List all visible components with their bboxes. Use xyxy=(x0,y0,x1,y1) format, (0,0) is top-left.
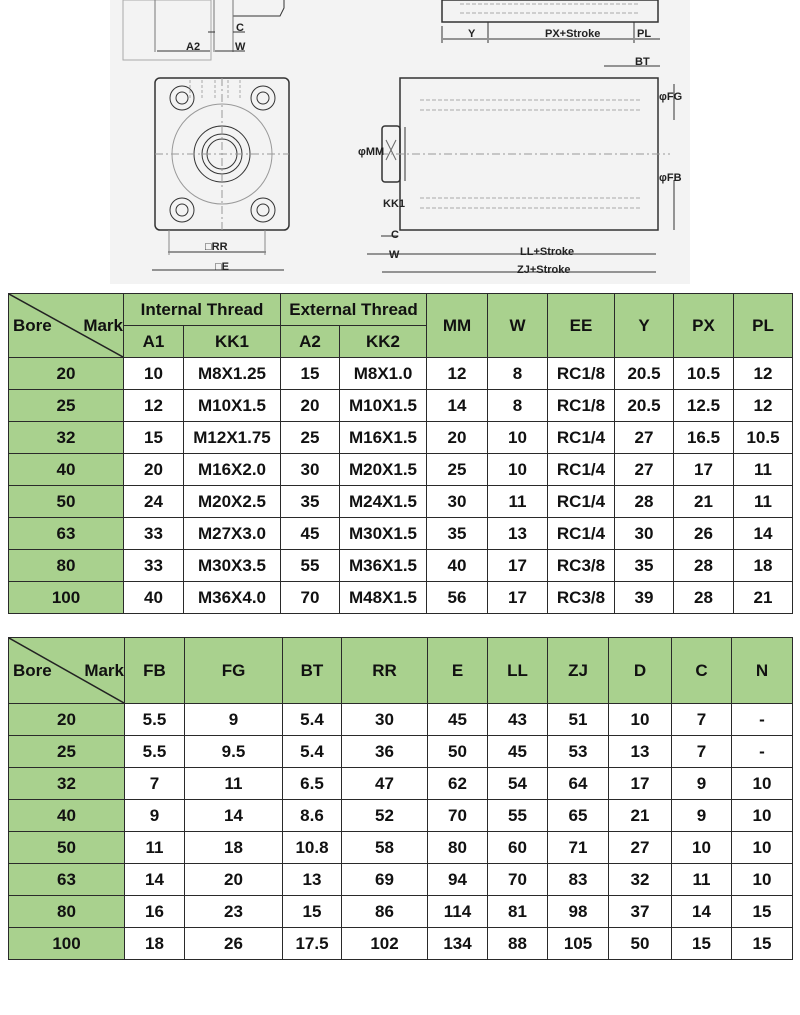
table-row xyxy=(9,518,793,550)
value-cell: 83 xyxy=(548,864,609,896)
thread-dimensions-table xyxy=(8,293,793,614)
value-cell: 20 xyxy=(124,454,184,486)
value-cell: 18 xyxy=(185,832,283,864)
bore-size-cell: 100 xyxy=(9,582,124,614)
value-cell: 17 xyxy=(488,582,548,614)
value-cell: 12.5 xyxy=(674,390,734,422)
value-cell: 12 xyxy=(734,390,793,422)
bore-size-cell: 25 xyxy=(9,736,125,768)
value-cell: 17 xyxy=(488,550,548,582)
value-cell: M36X4.0 xyxy=(184,582,281,614)
value-cell: 27 xyxy=(615,454,674,486)
value-cell: RC1/4 xyxy=(548,486,615,518)
bore-size-cell: 80 xyxy=(9,550,124,582)
value-cell: 56 xyxy=(427,582,488,614)
internal-thread-header: Internal Thread xyxy=(124,294,281,326)
col-header: MM xyxy=(427,294,488,358)
value-cell: 17.5 xyxy=(283,928,342,960)
value-cell: 33 xyxy=(124,518,184,550)
value-cell: M27X3.0 xyxy=(184,518,281,550)
value-cell: 11 xyxy=(125,832,185,864)
value-cell: 20 xyxy=(185,864,283,896)
col-header: D xyxy=(609,638,672,704)
col-header: ZJ xyxy=(548,638,609,704)
value-cell: 20.5 xyxy=(615,390,674,422)
value-cell: 26 xyxy=(674,518,734,550)
col-header: A1 xyxy=(124,326,184,358)
value-cell: 11 xyxy=(734,454,793,486)
value-cell: M10X1.5 xyxy=(184,390,281,422)
bore-size-cell: 50 xyxy=(9,832,125,864)
col-header: C xyxy=(672,638,732,704)
value-cell: 69 xyxy=(342,864,428,896)
bore-size-cell: 63 xyxy=(9,518,124,550)
value-cell: 13 xyxy=(488,518,548,550)
label-pl: PL xyxy=(637,28,652,40)
external-thread-header: External Thread xyxy=(281,294,427,326)
col-header: E xyxy=(428,638,488,704)
value-cell: 15 xyxy=(124,422,184,454)
bore-size-cell: 20 xyxy=(9,358,124,390)
value-cell: 15 xyxy=(281,358,340,390)
bore-size-cell: 40 xyxy=(9,800,125,832)
value-cell: 13 xyxy=(609,736,672,768)
value-cell: 15 xyxy=(672,928,732,960)
value-cell: 25 xyxy=(281,422,340,454)
value-cell: - xyxy=(732,704,793,736)
table-row xyxy=(9,736,793,768)
label-y: Y xyxy=(468,28,476,40)
value-cell: 5.4 xyxy=(283,704,342,736)
table-row xyxy=(9,928,793,960)
value-cell: 32 xyxy=(609,864,672,896)
value-cell: 102 xyxy=(342,928,428,960)
value-cell: RC1/8 xyxy=(548,390,615,422)
value-cell: 10 xyxy=(488,454,548,486)
value-cell: M12X1.75 xyxy=(184,422,281,454)
table-row xyxy=(9,896,793,928)
value-cell: RC3/8 xyxy=(548,582,615,614)
value-cell: 8 xyxy=(488,358,548,390)
value-cell: 12 xyxy=(124,390,184,422)
value-cell: 21 xyxy=(609,800,672,832)
label-px-stroke: PX+Stroke xyxy=(545,28,601,40)
value-cell: 16.5 xyxy=(674,422,734,454)
table-row xyxy=(9,832,793,864)
col-header: FB xyxy=(125,638,185,704)
value-cell: 17 xyxy=(609,768,672,800)
mark-label: Mark xyxy=(84,660,124,680)
value-cell: 25 xyxy=(427,454,488,486)
value-cell: 105 xyxy=(548,928,609,960)
value-cell: 55 xyxy=(281,550,340,582)
value-cell: 36 xyxy=(342,736,428,768)
value-cell: 11 xyxy=(672,864,732,896)
value-cell: 37 xyxy=(609,896,672,928)
label-a2: A2 xyxy=(186,41,201,53)
value-cell: 86 xyxy=(342,896,428,928)
body-dimensions-table xyxy=(8,637,793,960)
bore-size-cell: 63 xyxy=(9,864,125,896)
value-cell: 20 xyxy=(281,390,340,422)
label-bt: BT xyxy=(635,56,650,68)
label-c: C xyxy=(236,22,244,34)
value-cell: 71 xyxy=(548,832,609,864)
value-cell: 18 xyxy=(734,550,793,582)
table-row xyxy=(9,422,793,454)
col-header: KK1 xyxy=(184,326,281,358)
value-cell: 14 xyxy=(734,518,793,550)
label-w: W xyxy=(235,41,246,53)
value-cell: 50 xyxy=(609,928,672,960)
value-cell: 7 xyxy=(672,736,732,768)
value-cell: M36X1.5 xyxy=(340,550,427,582)
value-cell: M24X1.5 xyxy=(340,486,427,518)
table-row xyxy=(9,454,793,486)
value-cell: 5.5 xyxy=(125,736,185,768)
value-cell: 65 xyxy=(548,800,609,832)
col-header: PX xyxy=(674,294,734,358)
value-cell: M20X2.5 xyxy=(184,486,281,518)
label-rr: □RR xyxy=(205,241,228,253)
value-cell: 16 xyxy=(125,896,185,928)
value-cell: 30 xyxy=(427,486,488,518)
value-cell: 80 xyxy=(428,832,488,864)
value-cell: 47 xyxy=(342,768,428,800)
value-cell: 15 xyxy=(283,896,342,928)
value-cell: 60 xyxy=(488,832,548,864)
value-cell: 11 xyxy=(488,486,548,518)
value-cell: 45 xyxy=(428,704,488,736)
value-cell: 12 xyxy=(734,358,793,390)
table-row xyxy=(9,390,793,422)
value-cell: 14 xyxy=(427,390,488,422)
value-cell: RC1/8 xyxy=(548,358,615,390)
bore-size-cell: 25 xyxy=(9,390,124,422)
value-cell: 7 xyxy=(125,768,185,800)
value-cell: 51 xyxy=(548,704,609,736)
value-cell: 21 xyxy=(674,486,734,518)
label-fg: φFG xyxy=(659,91,683,103)
value-cell: 10 xyxy=(732,832,793,864)
bore-label: Bore xyxy=(13,660,52,680)
col-header: W xyxy=(488,294,548,358)
bore-size-cell: 100 xyxy=(9,928,125,960)
value-cell: 27 xyxy=(609,832,672,864)
value-cell: 134 xyxy=(428,928,488,960)
value-cell: 40 xyxy=(124,582,184,614)
value-cell: 14 xyxy=(125,864,185,896)
value-cell: 10 xyxy=(672,832,732,864)
table-row xyxy=(9,358,793,390)
value-cell: 23 xyxy=(185,896,283,928)
value-cell: 62 xyxy=(428,768,488,800)
value-cell: 15 xyxy=(732,928,793,960)
value-cell: 33 xyxy=(124,550,184,582)
value-cell: 5.4 xyxy=(283,736,342,768)
value-cell: 10.5 xyxy=(674,358,734,390)
value-cell: 13 xyxy=(283,864,342,896)
value-cell: - xyxy=(732,736,793,768)
value-cell: 26 xyxy=(185,928,283,960)
value-cell: 114 xyxy=(428,896,488,928)
value-cell: 54 xyxy=(488,768,548,800)
bore-label: Bore xyxy=(13,315,52,335)
value-cell: 64 xyxy=(548,768,609,800)
label-ll-stroke: LL+Stroke xyxy=(520,246,575,258)
bore-size-cell: 20 xyxy=(9,704,125,736)
value-cell: M48X1.5 xyxy=(340,582,427,614)
value-cell: 21 xyxy=(734,582,793,614)
bore-size-cell: 40 xyxy=(9,454,124,486)
col-header: LL xyxy=(488,638,548,704)
value-cell: M30X3.5 xyxy=(184,550,281,582)
value-cell: M30X1.5 xyxy=(340,518,427,550)
value-cell: 81 xyxy=(488,896,548,928)
label-zj-stroke: ZJ+Stroke xyxy=(517,264,571,276)
value-cell: 52 xyxy=(342,800,428,832)
value-cell: 58 xyxy=(342,832,428,864)
value-cell: 10 xyxy=(609,704,672,736)
value-cell: 7 xyxy=(672,704,732,736)
value-cell: 8.6 xyxy=(283,800,342,832)
value-cell: 50 xyxy=(428,736,488,768)
value-cell: 10 xyxy=(124,358,184,390)
value-cell: 30 xyxy=(615,518,674,550)
label-e: □E xyxy=(215,261,229,273)
value-cell: 35 xyxy=(615,550,674,582)
value-cell: 43 xyxy=(488,704,548,736)
value-cell: 53 xyxy=(548,736,609,768)
cylinder-dimension-drawing xyxy=(0,0,800,288)
value-cell: 45 xyxy=(281,518,340,550)
table-row xyxy=(9,582,793,614)
value-cell: 5.5 xyxy=(125,704,185,736)
value-cell: 15 xyxy=(732,896,793,928)
bore-size-cell: 32 xyxy=(9,422,124,454)
value-cell: RC1/4 xyxy=(548,422,615,454)
bore-size-cell: 32 xyxy=(9,768,125,800)
value-cell: 9 xyxy=(672,800,732,832)
value-cell: M8X1.25 xyxy=(184,358,281,390)
label-c-bottom: C xyxy=(391,229,399,241)
value-cell: M10X1.5 xyxy=(340,390,427,422)
col-header: PL xyxy=(734,294,793,358)
value-cell: 35 xyxy=(281,486,340,518)
value-cell: 70 xyxy=(428,800,488,832)
value-cell: 70 xyxy=(281,582,340,614)
value-cell: 9 xyxy=(125,800,185,832)
value-cell: 88 xyxy=(488,928,548,960)
value-cell: RC1/4 xyxy=(548,454,615,486)
value-cell: 11 xyxy=(734,486,793,518)
value-cell: 30 xyxy=(342,704,428,736)
label-w-bottom: W xyxy=(389,249,400,261)
value-cell: M20X1.5 xyxy=(340,454,427,486)
table-row xyxy=(9,864,793,896)
value-cell: 9 xyxy=(672,768,732,800)
col-header: A2 xyxy=(281,326,340,358)
bore-size-cell: 50 xyxy=(9,486,124,518)
value-cell: 28 xyxy=(674,550,734,582)
col-header: RR xyxy=(342,638,428,704)
value-cell: 30 xyxy=(281,454,340,486)
value-cell: 18 xyxy=(125,928,185,960)
value-cell: 20.5 xyxy=(615,358,674,390)
table-row xyxy=(9,486,793,518)
value-cell: 45 xyxy=(488,736,548,768)
value-cell: 70 xyxy=(488,864,548,896)
value-cell: 94 xyxy=(428,864,488,896)
value-cell: 28 xyxy=(615,486,674,518)
value-cell: 10.5 xyxy=(734,422,793,454)
value-cell: RC3/8 xyxy=(548,550,615,582)
value-cell: 24 xyxy=(124,486,184,518)
value-cell: 17 xyxy=(674,454,734,486)
table-row xyxy=(9,550,793,582)
bore-mark-header xyxy=(9,638,125,704)
value-cell: 14 xyxy=(672,896,732,928)
value-cell: 11 xyxy=(185,768,283,800)
col-header: EE xyxy=(548,294,615,358)
value-cell: 10 xyxy=(732,864,793,896)
col-header: Y xyxy=(615,294,674,358)
value-cell: 98 xyxy=(548,896,609,928)
value-cell: 14 xyxy=(185,800,283,832)
value-cell: 6.5 xyxy=(283,768,342,800)
bore-size-cell: 80 xyxy=(9,896,125,928)
value-cell: M16X1.5 xyxy=(340,422,427,454)
value-cell: 9 xyxy=(185,704,283,736)
table-row xyxy=(9,800,793,832)
bore-mark-header xyxy=(9,294,124,358)
table-row xyxy=(9,768,793,800)
label-fb: φFB xyxy=(659,172,682,184)
value-cell: 27 xyxy=(615,422,674,454)
value-cell: 20 xyxy=(427,422,488,454)
value-cell: 8 xyxy=(488,390,548,422)
value-cell: 39 xyxy=(615,582,674,614)
value-cell: 28 xyxy=(674,582,734,614)
value-cell: 55 xyxy=(488,800,548,832)
col-header: N xyxy=(732,638,793,704)
mark-label: Mark xyxy=(83,315,123,335)
col-header: FG xyxy=(185,638,283,704)
value-cell: 10 xyxy=(732,800,793,832)
value-cell: 9.5 xyxy=(185,736,283,768)
value-cell: 10 xyxy=(732,768,793,800)
label-mm: φMM xyxy=(358,146,385,158)
value-cell: 12 xyxy=(427,358,488,390)
value-cell: M16X2.0 xyxy=(184,454,281,486)
value-cell: 10.8 xyxy=(283,832,342,864)
col-header: BT xyxy=(283,638,342,704)
label-kk1: KK1 xyxy=(383,198,406,210)
value-cell: 10 xyxy=(488,422,548,454)
col-header: KK2 xyxy=(340,326,427,358)
value-cell: RC1/4 xyxy=(548,518,615,550)
value-cell: 40 xyxy=(427,550,488,582)
value-cell: 35 xyxy=(427,518,488,550)
value-cell: M8X1.0 xyxy=(340,358,427,390)
table-row xyxy=(9,704,793,736)
